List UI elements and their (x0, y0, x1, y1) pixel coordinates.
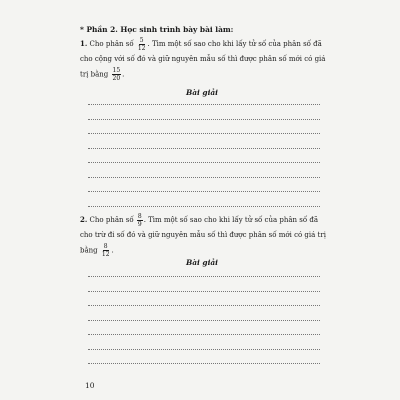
fraction-denominator: 12 (137, 44, 146, 52)
problem-2-fraction-target (101, 243, 111, 258)
problem-2 (80, 212, 330, 259)
problem-2-number: 2. (80, 215, 88, 224)
fraction-numerator: 5 (139, 36, 144, 44)
problem-1-answer-lines (88, 104, 320, 220)
answer-line (88, 320, 320, 321)
answer-line (88, 191, 320, 192)
answer-line (88, 133, 320, 134)
problem-1-text-b: . Tìm một số sao cho khi lấy tử số của phân số đã cho cộng với số đó và giữ nguyên mẫu số thì được phân số mới có giá trị bằng (80, 40, 326, 79)
problem-2-text-a: Cho phân số (89, 216, 134, 224)
fraction-numerator: 8 (137, 212, 142, 220)
section-title: * Phần 2. Học sinh trình bày bài làm: (80, 25, 234, 34)
answer-line (88, 177, 320, 178)
problem-1-fraction-given (137, 37, 147, 52)
problem-2-answer-lines (88, 276, 320, 378)
fraction-denominator: 12 (101, 251, 110, 258)
answer-line (88, 349, 320, 350)
problem-1-number: 1. (80, 39, 88, 48)
fraction-numerator: 8 (103, 243, 108, 250)
problem-1-text-a: Cho phân số (89, 40, 134, 48)
answer-line (88, 104, 320, 105)
problem-2-text-c: . (111, 246, 114, 255)
answer-line (88, 334, 320, 335)
problem-1-fraction-target (112, 67, 125, 82)
fraction-denominator: 20 (112, 75, 121, 82)
problem-1-text-c: . (122, 70, 125, 79)
answer-line (88, 291, 320, 292)
problem-1 (80, 36, 330, 83)
problem-2-text-b: . Tìm một số sao cho khi lấy tử số của phân số đã cho trừ đi số đó và giữ nguyên mẫu số thì được phân số mới có giá trị bằng (80, 216, 326, 255)
answer-line (88, 206, 320, 207)
answer-line (88, 363, 320, 364)
answer-line (88, 162, 320, 163)
answer-line (88, 276, 320, 277)
answer-line (88, 305, 320, 306)
answer-line (88, 119, 320, 120)
page-number: 10 (85, 381, 95, 390)
fraction-numerator: 15 (112, 67, 121, 74)
problem-2-fraction-given (137, 213, 143, 228)
problem-1-solution-heading: Bài giải (186, 88, 218, 97)
answer-line (88, 148, 320, 149)
problem-2-solution-heading: Bài giải (186, 258, 218, 267)
fraction-denominator: 9 (137, 220, 142, 228)
